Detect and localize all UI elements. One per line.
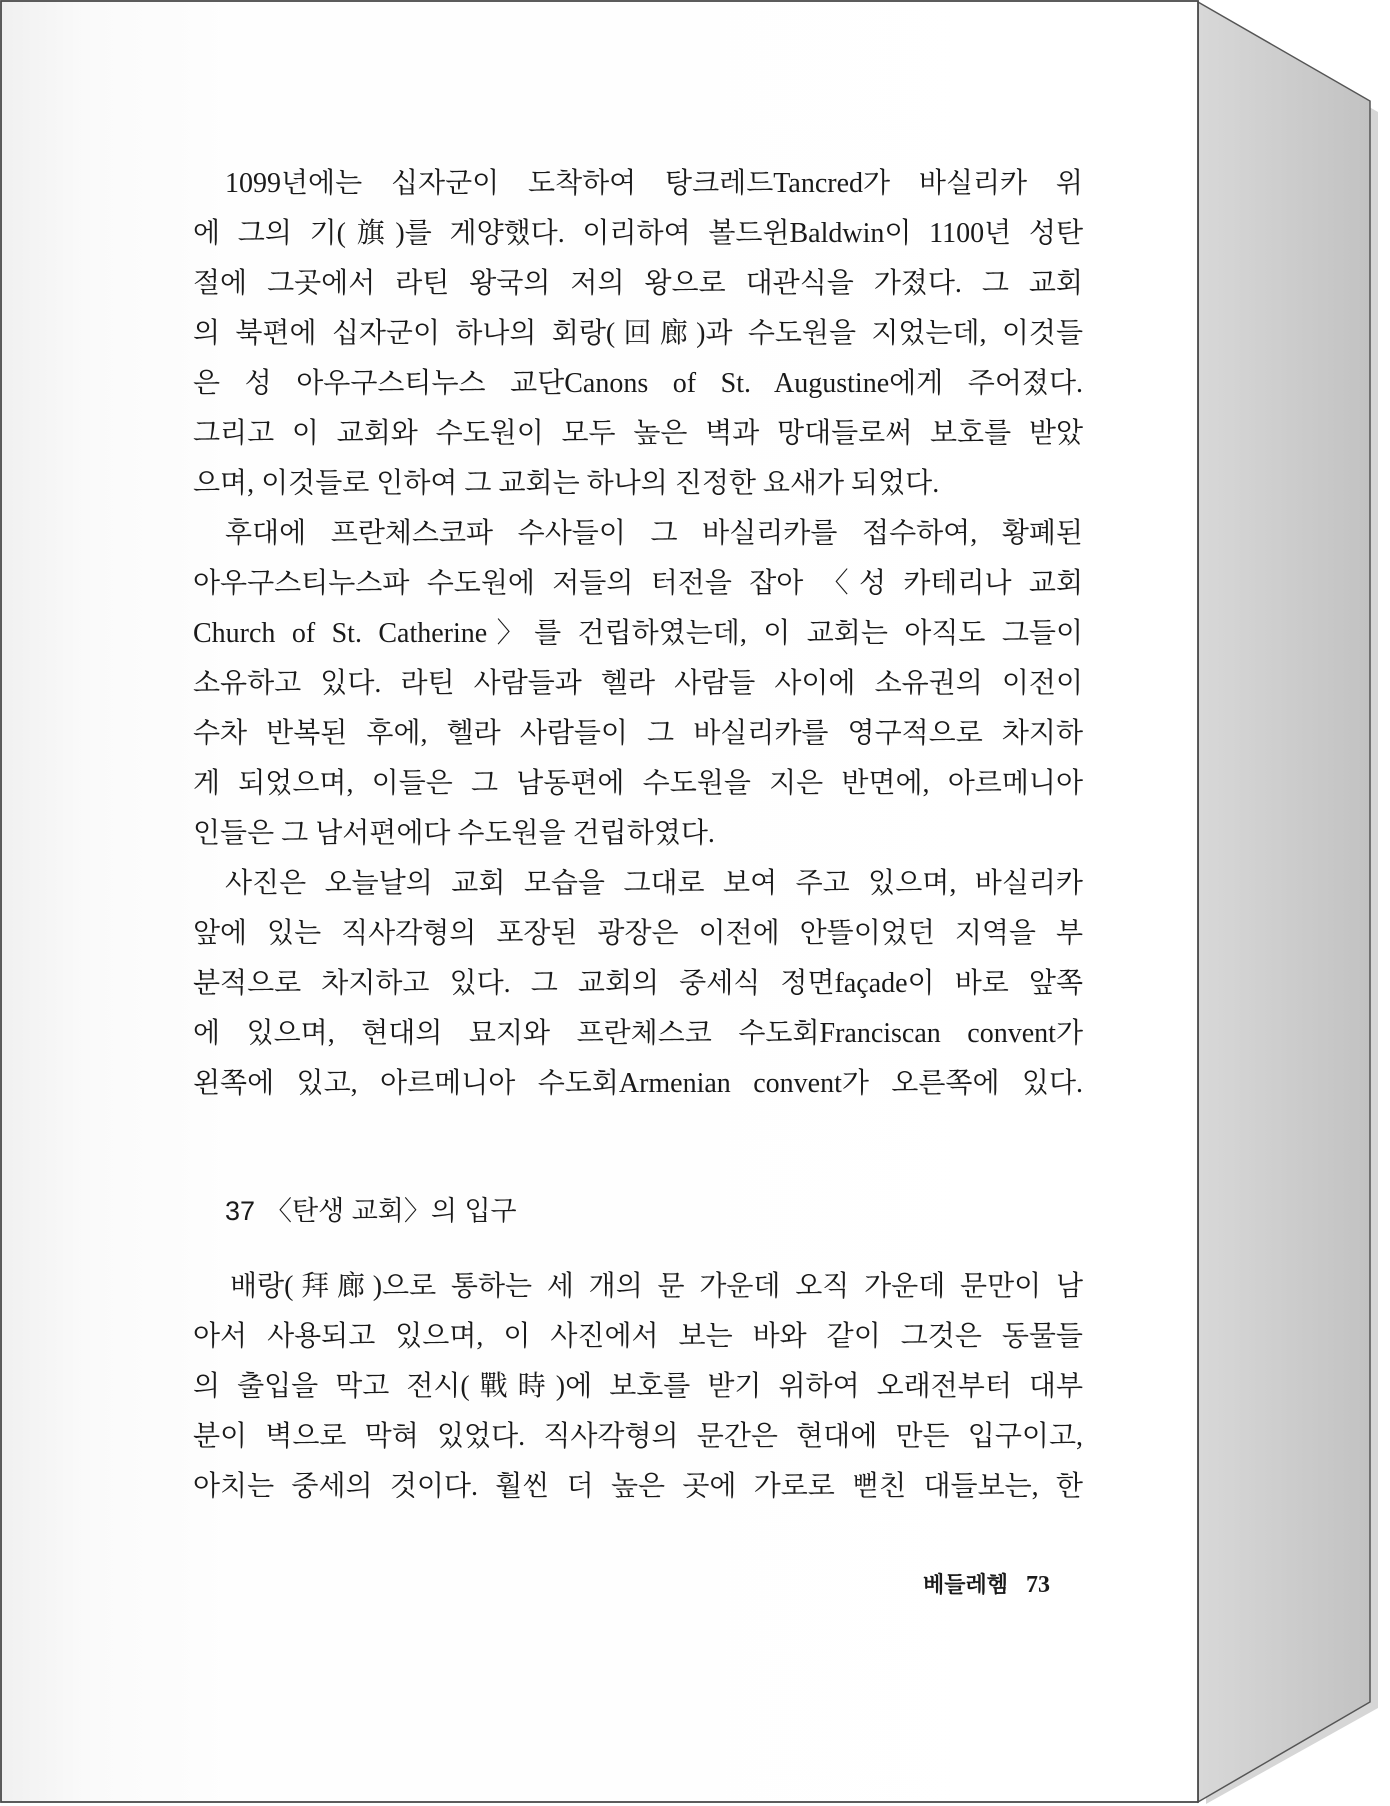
text-line: 의 북편에 십자군이 하나의 회랑(回廊)과 수도원을 지었는데, 이것들	[193, 318, 1083, 349]
text-line: 배랑(拜廊)으로 통하는 세 개의 문 가운데 오직 가운데 문만이 남	[230, 1271, 1083, 1302]
text-line: 소유하고 있다. 라틴 사람들과 헬라 사람들 사이에 소유권의 이전이	[193, 668, 1083, 699]
text-line: Church of St. Catherine〉를 건립하였는데, 이 교회는 아직도 그들이	[193, 618, 1083, 649]
book-edge-side	[1198, 2, 1370, 1802]
text-line: 의 출입을 막고 전시(戰時)에 보호를 받기 위하여 오래전부터 대부	[193, 1371, 1083, 1402]
body-text	[193, 1262, 1083, 1512]
text-line: 으며, 이것들로 인하여 그 교회는 하나의 진정한 요새가 되었다.	[193, 468, 940, 499]
body-text	[193, 159, 1083, 1109]
text-line: 분적으로 차지하고 있다. 그 교회의 중세식 정면façade이 바로 앞쪽	[193, 968, 1083, 999]
text-line: 아서 사용되고 있으며, 이 사진에서 보는 바와 같이 그것은 동물들	[193, 1321, 1083, 1352]
page-number: 73	[1026, 1572, 1050, 1598]
text-line: 1099년에는 십자군이 도착하여 탕크레드Tancred가 바실리카 위	[225, 168, 1083, 199]
text-line: 왼쪽에 있고, 아르메니아 수도회Armenian convent가 오른쪽에 있다.	[193, 1068, 1083, 1099]
text-line: 인들은 그 남서편에다 수도원을 건립하였다.	[193, 818, 715, 849]
paragraph	[193, 1262, 1083, 1512]
text-line: 아우구스티누스파 수도원에 저들의 터전을 잡아 〈성 카테리나 교회	[193, 568, 1083, 599]
figure-number: 37	[225, 1196, 256, 1226]
text-line: 분이 벽으로 막혀 있었다. 직사각형의 문간은 현대에 만든 입구이고,	[193, 1421, 1083, 1452]
text-line: 그리고 이 교회와 수도원이 모두 높은 벽과 망대들로써 보호를 받았	[193, 418, 1083, 449]
text-line: 수차 반복된 후에, 헬라 사람들이 그 바실리카를 영구적으로 차지하	[193, 718, 1083, 749]
paragraph	[193, 859, 1083, 1109]
paragraph	[193, 509, 1083, 859]
running-footer	[923, 1567, 1050, 1603]
figure-caption-heading	[225, 1186, 517, 1236]
text-line: 게 되었으며, 이들은 그 남동편에 수도원을 지은 반면에, 아르메니아	[193, 768, 1083, 799]
text-line: 절에 그곳에서 라틴 왕국의 저의 왕으로 대관식을 가졌다. 그 교회	[193, 268, 1083, 299]
text-line: 에 있으며, 현대의 묘지와 프란체스코 수도회Franciscan convent가	[193, 1018, 1083, 1049]
text-line: 사진은 오늘날의 교회 모습을 그대로 보여 주고 있으며, 바실리카	[225, 868, 1083, 899]
paragraph	[193, 159, 1083, 509]
text-line: 아치는 중세의 것이다. 훨씬 더 높은 곳에 가로로 뻗친 대들보는, 한	[193, 1471, 1083, 1502]
running-head-title: 베들레헴	[922, 1573, 1008, 1598]
figure-title: 〈탄생 교회〉의 입구	[265, 1196, 517, 1226]
text-line: 에 그의 기(旗)를 게양했다. 이리하여 볼드윈Baldwin이 1100년 성탄	[193, 218, 1083, 249]
text-line: 앞에 있는 직사각형의 포장된 광장은 이전에 안뜰이었던 지역을 부	[193, 918, 1083, 949]
text-line: 후대에 프란체스코파 수사들이 그 바실리카를 접수하여, 황폐된	[225, 518, 1083, 549]
text-line: 은 성 아우구스티누스 교단Canons of St. Augustine에게 주어졌다.	[193, 368, 1083, 399]
